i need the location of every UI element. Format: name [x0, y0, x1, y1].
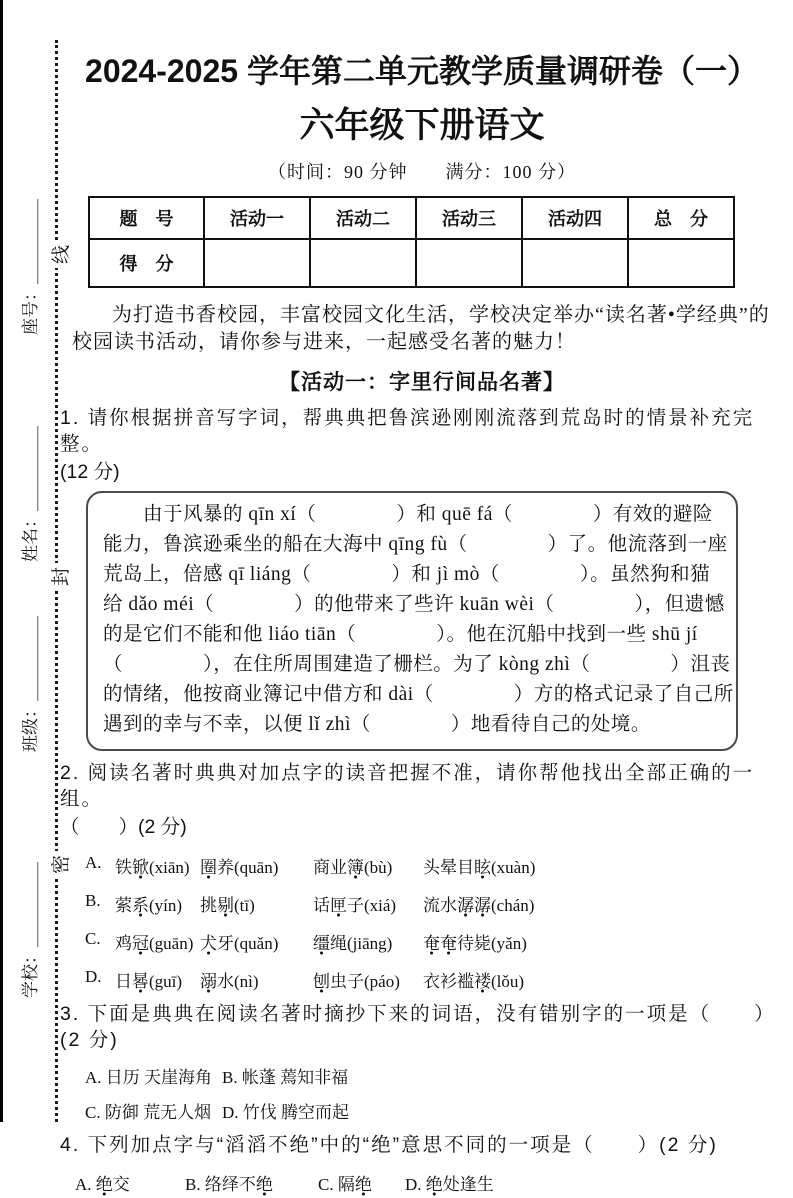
option-item: 萦系 ●(yín) — [115, 891, 200, 916]
passage-line: 给 dǎo méi（ ）的他带来了些许 kuān wèi（ ），但遗憾 — [103, 594, 725, 615]
score-header-cell: 活动三 — [416, 197, 522, 239]
q2-option-a — [85, 853, 784, 878]
q3-options-row-1 — [85, 1063, 784, 1088]
q4-option-b: B. 络绎不绝 ● — [185, 1170, 318, 1195]
option-label: B. — [85, 891, 101, 910]
score-table-score-row — [89, 239, 734, 287]
score-table-header-row — [89, 197, 734, 239]
q4-option-c: C. 隔绝 ● — [318, 1170, 405, 1195]
score-blank-cell — [416, 239, 522, 287]
q2-option-d — [85, 967, 784, 992]
q2-options — [85, 853, 784, 992]
passage-line: 能力，鲁滨逊乘坐的船在大海中 qīng fù（ ）了。他流落到一座 — [103, 534, 728, 555]
score-blank-cell — [310, 239, 416, 287]
score-blank-cell — [628, 239, 734, 287]
q3-option-b: B. 帐蓬 蔫知非福 — [222, 1068, 349, 1087]
option-item: 话匣 ●子(xiá) — [313, 891, 423, 916]
score-table — [88, 196, 735, 288]
q3-options-row-2 — [85, 1098, 784, 1123]
passage-line: 荒岛上，倍感 qī liáng（ ）和 jì mò（ ）。虽然狗和猫 — [103, 564, 711, 585]
option-item: 刨 ●虫子(páo) — [313, 967, 423, 992]
score-blank-cell — [522, 239, 628, 287]
option-item: 犬 ●牙(quǎn) — [200, 929, 313, 954]
seal-field-school: 学校：＿＿＿＿＿ — [21, 862, 40, 998]
score-header-cell: 活动一 — [204, 197, 310, 239]
page-subtitle: 六年级下册语文 — [299, 106, 545, 145]
q2-option-c — [85, 929, 784, 954]
option-item: 挑剔 ●(tī) — [200, 891, 313, 916]
option-item: 圈 ●养(quān) — [200, 853, 313, 878]
option-item: 溺 ●水(nì) — [200, 967, 313, 992]
q4-stem: 4. 下列加点字与“滔滔不绝”中的“绝”意思不同的一项是（ ）(2 分) — [60, 1134, 718, 1156]
option-label: A. — [85, 853, 102, 872]
score-row-label: 得 分 — [89, 239, 204, 287]
q3-option-d: D. 竹伐 腾空而起 — [222, 1103, 350, 1122]
q4-options — [75, 1170, 784, 1195]
option-label: D. — [85, 967, 102, 986]
score-header-cell: 活动二 — [310, 197, 416, 239]
passage-line: （ ），在住所周围建造了栅栏。为了 kòng zhì（ ）沮丧 — [103, 654, 731, 675]
option-item: 商业簿 ●(bù) — [313, 853, 423, 878]
score-header-cell: 题 号 — [89, 197, 204, 239]
score-header-cell: 活动四 — [522, 197, 628, 239]
q2-option-b — [85, 891, 784, 916]
q1-pinyin-passage-box — [86, 491, 738, 751]
intro-paragraph: 为打造书香校园，丰富校园文化生活，学校决定举办“读名著•学经典”的校园读书活动，请你参与进来，一起感受名著的魅力！ — [72, 304, 770, 353]
option-item: 奄 ●奄 ●待毙(yǎn) — [423, 929, 784, 954]
section1-heading: 【活动一：字里行间品名著】 — [279, 371, 565, 394]
q1-points: (12 分) — [60, 461, 120, 483]
option-item: 流水潺 ●潺 ●(chán) — [423, 891, 784, 916]
score-header-cell: 总 分 — [628, 197, 734, 239]
q2-answer-blank: （ ）(2 分) — [60, 816, 187, 838]
q3-option-c: C. 防御 荒无人烟 — [85, 1103, 212, 1122]
q4-option-d: D. 绝 ●处逢生 — [405, 1170, 784, 1195]
q4-option-a: A. 绝 ●交 — [75, 1170, 185, 1195]
seal-char-line: 线 — [46, 241, 73, 268]
passage-line: 的情绪，他按商业簿记中借方和 dài（ ）方的格式记录了自己所 — [103, 684, 734, 705]
seal-field-seat-number: 座号：＿＿＿＿＿ — [21, 199, 40, 335]
q2-stem: 2. 阅读名著时典典对加点字的读音把握不准，请你帮他找出全部正确的一组。 — [60, 762, 755, 810]
exam-content — [60, 0, 784, 1195]
q1-stem: 1. 请你根据拼音写字词，帮典典把鲁滨逊刚刚流落到荒岛时的情景补充完整。 — [60, 407, 755, 455]
passage-line: 的是它们不能和他 liáo tiān（ ）。他在沉船中找到一些 shū jí — [103, 624, 698, 645]
page-title: 2024-2025 学年第二单元教学质量调研卷（一） — [85, 53, 759, 89]
seal-field-name: 姓名：＿＿＿＿＿ — [21, 426, 40, 562]
q3-options — [85, 1063, 784, 1123]
option-label: C. — [85, 929, 101, 948]
q3-stem: 3. 下面是典典在阅读名著时摘抄下来的词语，没有错别字的一项是（ ）(2 分) — [60, 1003, 776, 1051]
passage-line: 遇到的幸与不幸，以便 lǐ zhì（ ）地看待自己的处境。 — [103, 714, 651, 735]
score-blank-cell — [204, 239, 310, 287]
option-item: 衣衫褴褛 ●(lǒu) — [423, 967, 784, 992]
option-item: 鸡冠 ●(guān) — [115, 929, 200, 954]
option-item: 日晷 ●(guī) — [115, 967, 200, 992]
exam-meta: （时间：90 分钟 满分：100 分） — [268, 162, 576, 182]
option-item: 缰 ●绳(jiāng) — [313, 929, 423, 954]
seal-field-class: 班级：＿＿＿＿＿ — [21, 616, 40, 752]
seal-char-mi: 密 — [46, 851, 73, 878]
page-edge-line — [0, 0, 3, 1122]
passage-line: 由于风暴的 qīn xí（ ）和 quē fá（ ）有效的避险 — [103, 504, 713, 525]
seal-char-feng: 封 — [46, 563, 73, 590]
option-item: 铁锨 ●(xiān) — [115, 853, 200, 878]
option-item: 头晕目眩 ●(xuàn) — [423, 853, 784, 878]
q3-option-a: A. 日历 天崖海角 — [85, 1068, 213, 1087]
